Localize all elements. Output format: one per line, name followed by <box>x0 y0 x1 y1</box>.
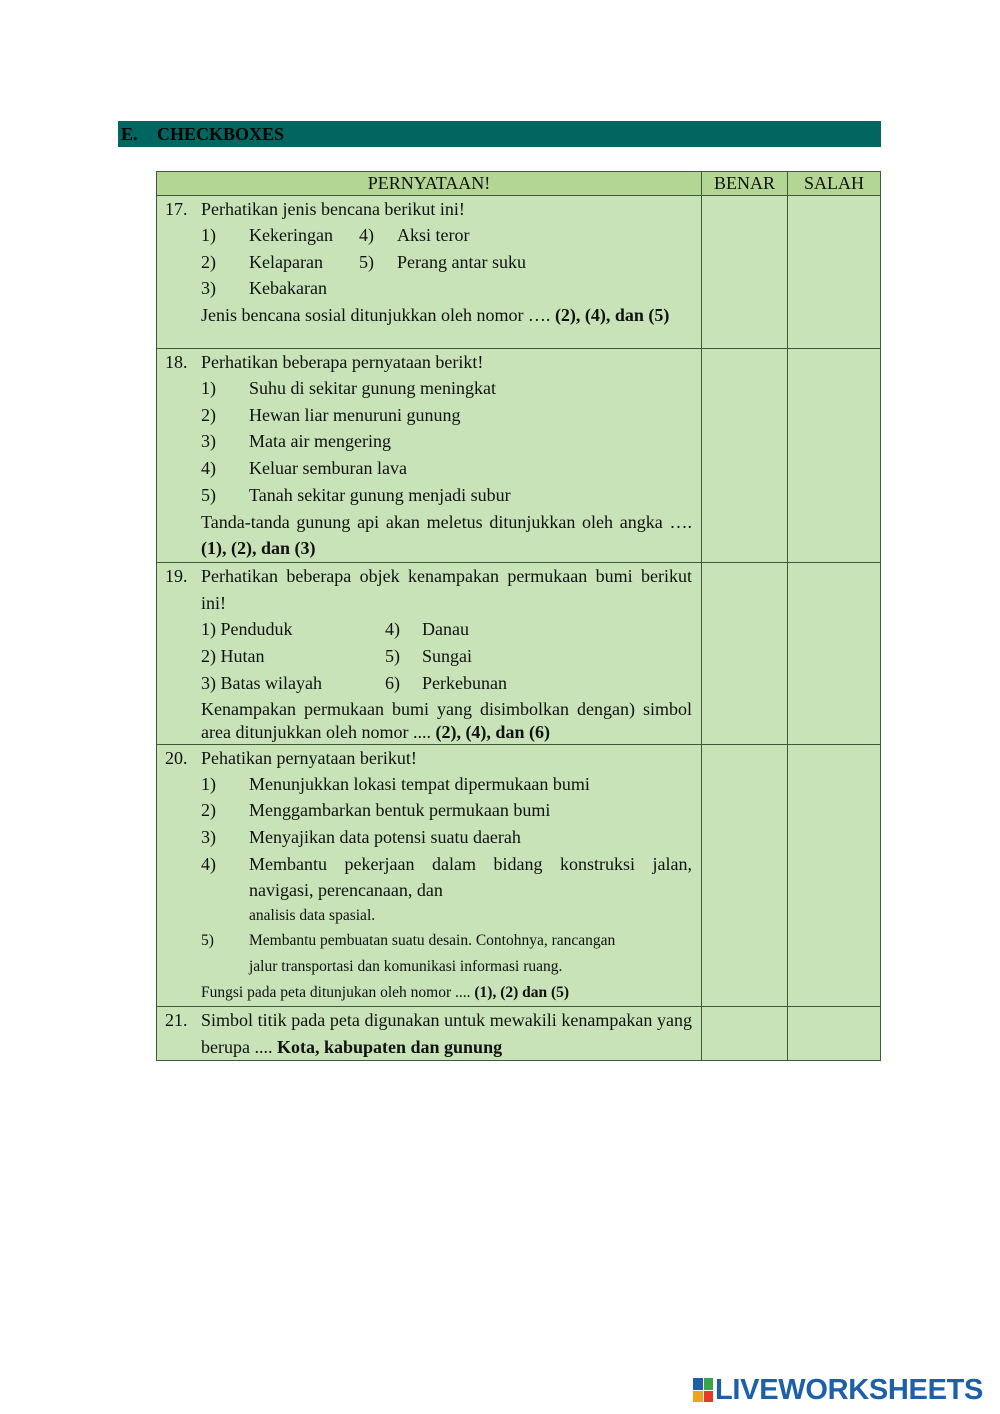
header-true: BENAR <box>702 172 788 196</box>
statement-21 <box>157 1007 702 1061</box>
benar-checkbox-21[interactable] <box>702 1007 788 1061</box>
list-item: 3) Mata air mengering <box>201 431 391 452</box>
list-item: 3) Menyajikan data potensi suatu daerah <box>201 826 521 847</box>
table-row <box>157 1007 881 1061</box>
answer-text: (2), (4), dan (6) <box>435 721 550 742</box>
table-row <box>157 349 881 563</box>
answer-text: (1), (2) dan (5) <box>474 984 570 1002</box>
list-item: 1) Menunjukkan lokasi tempat dipermukaan bumi <box>201 773 590 794</box>
table-row <box>157 744 881 1007</box>
statement-18 <box>157 349 702 563</box>
table-header-row <box>157 172 881 196</box>
list-item: 5) Tanah sekitar gunung menjadi subur <box>201 484 511 505</box>
statements-table <box>156 171 881 1061</box>
answer-text: (2), (4), dan (5) <box>554 305 670 326</box>
list-item: 2) Hutan 5) Sungai <box>201 646 473 667</box>
question-number: 18. <box>165 352 188 372</box>
question-text: Fungsi pada peta ditunjukan oleh nomor .... (1), (2) dan (5) <box>201 984 570 1002</box>
question-number: 20. <box>165 747 188 768</box>
logo-text: LIVEWORKSHEETS <box>715 1373 984 1406</box>
list-item: 1) Suhu di sekitar gunung meningkat <box>201 378 496 398</box>
statement-17 <box>157 196 702 349</box>
salah-checkbox-19[interactable] <box>788 563 881 745</box>
section-letter: E. <box>121 124 138 144</box>
list-item: 4) Keluar semburan lava <box>201 458 407 479</box>
benar-checkbox-17[interactable] <box>702 196 788 349</box>
header-false: SALAH <box>788 172 881 196</box>
list-item: 4) Membantu pekerjaan dalam bidang konstruksi jalan, navigasi, perencanaan, dan analisis data spasial. <box>201 853 692 925</box>
statement-19 <box>157 563 702 745</box>
list-item: 5) Membantu pembuatan suatu desain. Contohnya, rancangan jalur transportasi dan komunikasi informasi ruang. <box>201 932 616 976</box>
section-header <box>118 121 881 147</box>
list-item: 2) Menggambarkan bentuk permukaan bumi <box>201 800 551 821</box>
question-intro: Perhatikan jenis bencana berikut ini! <box>201 199 465 219</box>
list-item: 1) Kekeringan 4) Aksi teror <box>201 225 470 245</box>
question-number: 21. <box>165 1010 188 1031</box>
list-item: 1) Penduduk 4) Danau <box>201 619 469 640</box>
question-intro: Perhatikan beberapa pernyataan berikt! <box>201 352 484 372</box>
list-item: 2) Kelaparan 5) Perang antar suku <box>201 251 526 272</box>
question-intro: Pehatikan pernyataan berikut! <box>201 747 417 768</box>
answer-text: Kota, kabupaten dan gunung <box>276 1036 503 1057</box>
header-statement: PERNYATAAN! <box>157 172 702 196</box>
salah-checkbox-21[interactable] <box>788 1007 881 1061</box>
question-text: Simbol titik pada peta digunakan untuk mewakili kenampakan yang berupa .... Kota, kabupaten dan gunung <box>201 1010 692 1057</box>
statement-20 <box>157 744 702 1007</box>
question-text: Jenis bencana sosial ditunjukkan oleh nomor …. (2), (4), dan (5) <box>201 305 670 326</box>
liveworksheets-logo <box>693 1375 983 1405</box>
salah-checkbox-18[interactable] <box>788 349 881 563</box>
answer-text: (1), (2), dan (3) <box>201 538 316 559</box>
table-row <box>157 563 881 745</box>
question-number: 17. <box>165 199 188 219</box>
salah-checkbox-20[interactable] <box>788 744 881 1007</box>
question-number: 19. <box>165 566 188 586</box>
benar-checkbox-19[interactable] <box>702 563 788 745</box>
list-item: 2) Hewan liar menuruni gunung <box>201 404 461 425</box>
benar-checkbox-20[interactable] <box>702 744 788 1007</box>
list-item: 3) Kebakaran <box>201 278 327 299</box>
benar-checkbox-18[interactable] <box>702 349 788 563</box>
list-item: 3) Batas wilayah 6) Perkebunan <box>201 672 507 693</box>
question-text: Kenampakan permukaan bumi yang disimbolkan dengan) simbol area ditunjukkan oleh nomor .... (2), (4), dan (6) <box>201 698 692 742</box>
salah-checkbox-17[interactable] <box>788 196 881 349</box>
question-text: Tanda-tanda gunung api akan meletus ditunjukkan oleh angka …. (1), (2), dan (3) <box>201 511 692 559</box>
question-intro: Perhatikan beberapa objek kenampakan permukaan bumi berikut ini! <box>201 566 692 613</box>
liveworksheets-mark-icon <box>693 1378 713 1402</box>
table-row <box>157 196 881 349</box>
section-title: CHECKBOXES <box>157 124 285 144</box>
